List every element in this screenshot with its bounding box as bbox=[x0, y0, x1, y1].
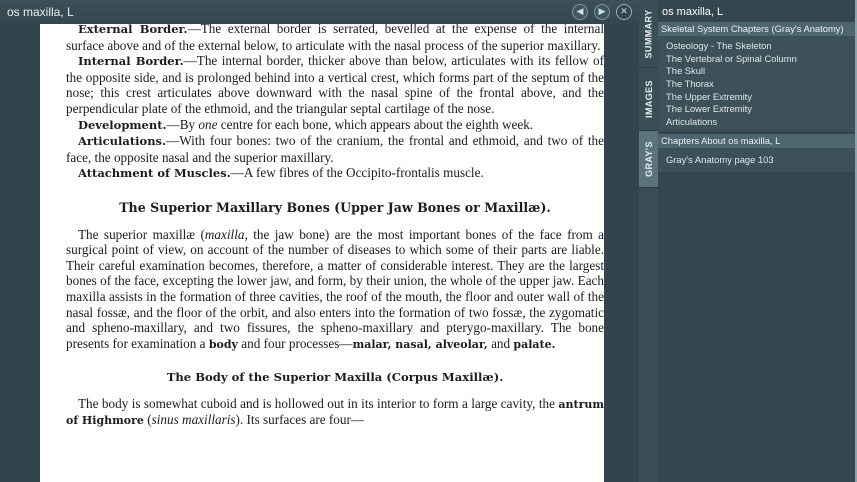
window-title: os maxilla, L bbox=[7, 5, 74, 19]
list-item[interactable]: The Lower Extremity bbox=[666, 103, 752, 115]
sidebar bbox=[658, 0, 857, 482]
section-header-chapters-about: Chapters About os maxilla, L bbox=[658, 134, 855, 148]
paragraph: External Border.—The external border is serrated, bevelled at the expense of the internal surface above and of the external below, to articulate with the nasal process of the superior maxillary. bbox=[66, 24, 604, 53]
forward-arrow-icon[interactable]: ▶ bbox=[594, 4, 610, 20]
sidebar-title: os maxilla, L bbox=[662, 6, 724, 18]
tab-grays[interactable]: GRAY'S bbox=[639, 131, 658, 188]
reader-toolbar bbox=[0, 0, 639, 24]
list-item[interactable]: Gray's Anatomy page 103 bbox=[666, 154, 774, 165]
reader-area bbox=[0, 24, 639, 482]
list-item[interactable]: The Vertebral or Spinal Column bbox=[666, 52, 797, 64]
list-item[interactable]: Osteology - The Skeleton bbox=[666, 40, 772, 51]
list-item[interactable]: The Thorax bbox=[666, 78, 714, 90]
tab-images[interactable]: IMAGES bbox=[639, 68, 658, 131]
paragraph: The superior maxillæ (maxilla, the jaw bone) are the most important bones of the face from a surgical point of view, on account of the number of diseases to which some of their parts are liable. Their careful examination becomes, therefore, a matter of considerable interest. They are the largest bones of the face, excepting the lower jaw, and form, by their union, the whole of the upper jaw. Each maxilla assists in the formation of three cavities, the roof of the mouth, the floor and outer wall of the nasal fossæ, and the floor of the orbit, and also enters into the formation of two fossæ, the zygomatic and spheno-maxillary, and two fissures, the spheno-maxillary and pterygo-maxillary. The bone presents for examination a body and four processes—malar, nasal, alveolar, and palate. bbox=[66, 226, 604, 351]
related-chapter-list bbox=[658, 148, 855, 172]
list-item[interactable]: Articulations bbox=[666, 116, 718, 128]
paragraph: Internal Border.—The internal border, thicker above than below, articulates with its fellow of the opposite side, and is prolonged behind into a vertical crest, which forms part of the septum of the nose; this crest articulates above downward with the nasal spine of the frontal above, and the perpendicular plate of the ethmoid, and the triangular septal cartilage of the nose. bbox=[66, 53, 604, 116]
paragraph: The body is somewhat cuboid and is hollowed out in its interior to form a large cavity, the antrum of Highmore (sinus maxillaris). Its surfaces are four— bbox=[66, 395, 604, 428]
book-page bbox=[40, 24, 604, 482]
paragraph: Attachment of Muscles.—A few fibres of the Occipito-frontalis muscle. bbox=[78, 165, 484, 181]
section-heading: The Superior Maxillary Bones (Upper Jaw Bones or Maxillæ). bbox=[119, 199, 551, 215]
paragraph: Development.—By one centre for each bone, which appears about the eighth week. bbox=[78, 116, 534, 132]
back-arrow-icon[interactable]: ◀ bbox=[572, 4, 588, 20]
paragraph: Articulations.—With four bones: two of the cranium, the frontal and ethmoid, and two of the face, the opposite nasal and the superior maxillary. bbox=[66, 133, 604, 165]
close-icon[interactable]: ✕ bbox=[616, 4, 632, 20]
list-item[interactable]: The Upper Extremity bbox=[666, 90, 752, 102]
list-item[interactable]: The Skull bbox=[666, 65, 706, 77]
subsection-heading: The Body of the Superior Maxilla (Corpus Maxillæ). bbox=[166, 370, 504, 385]
chapter-list bbox=[658, 36, 855, 131]
section-header-skeletal: Skeletal System Chapters (Gray's Anatomy) bbox=[658, 22, 855, 36]
tab-summary[interactable]: SUMMARY bbox=[639, 0, 658, 68]
